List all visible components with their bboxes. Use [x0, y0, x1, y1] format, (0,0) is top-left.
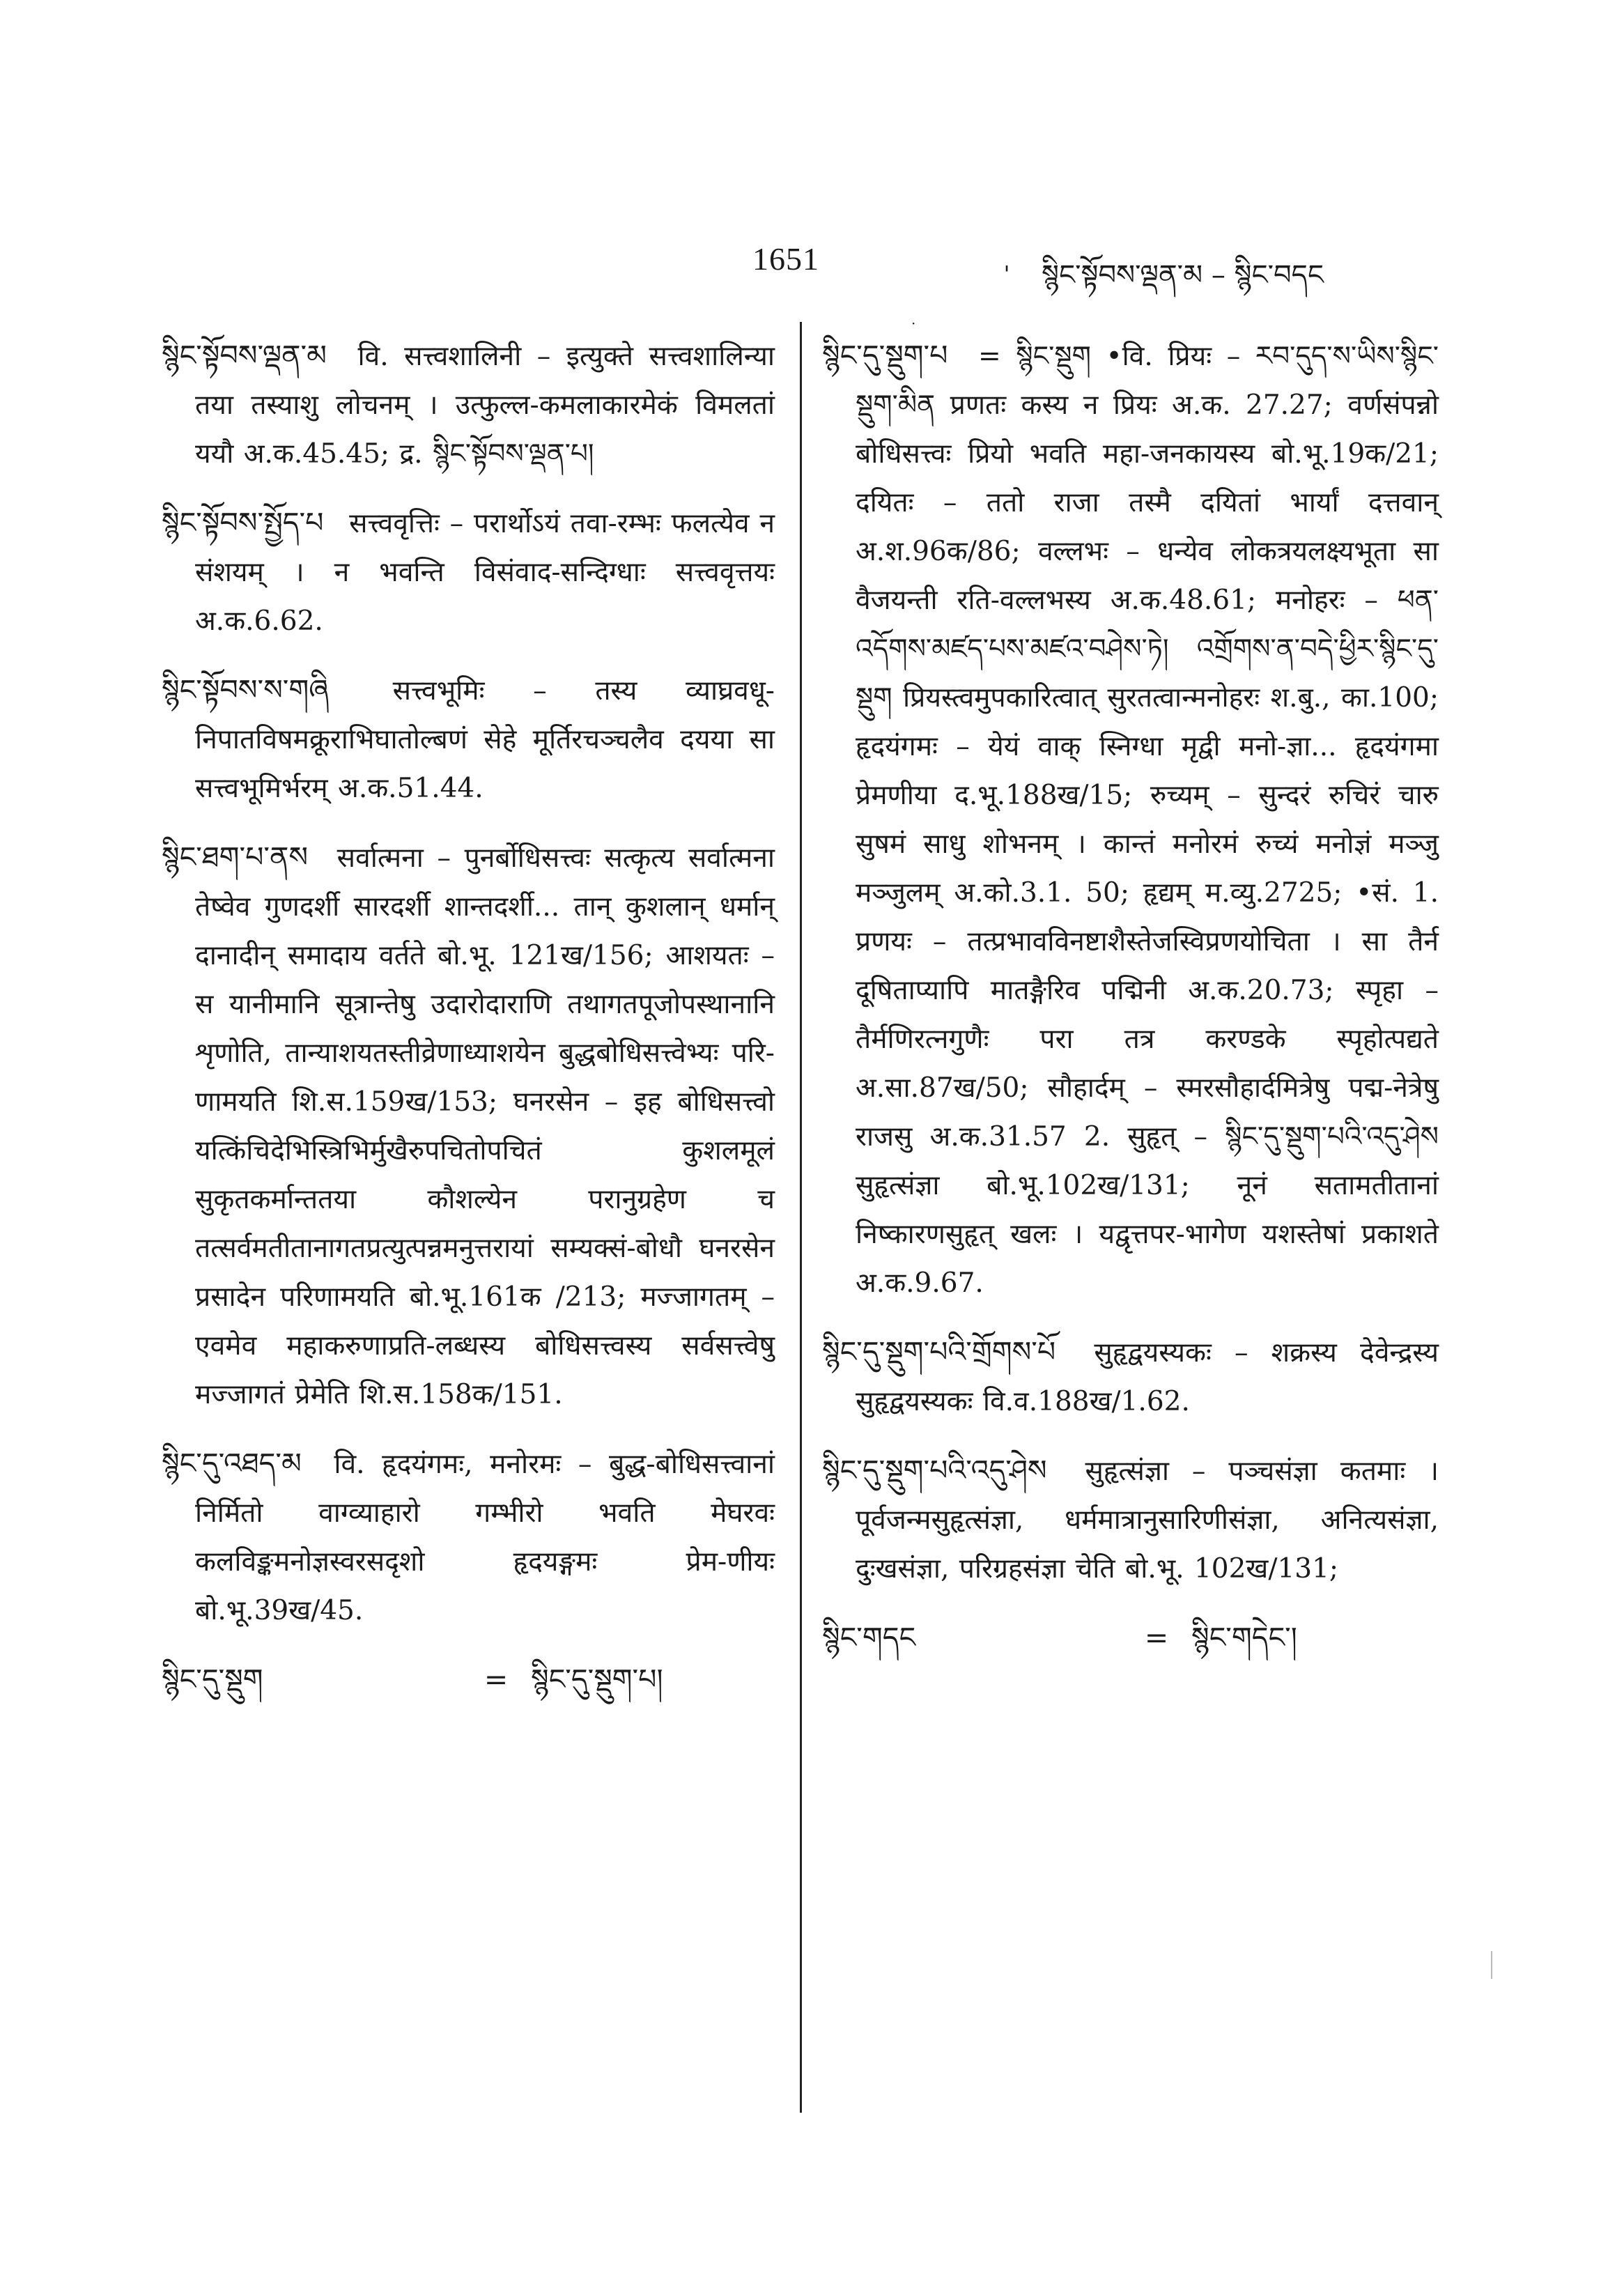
cross-reference [822, 1613, 1439, 1662]
entry-headword: སྙིང་དུ་སྡུག་པའི་གྲོགས་པོ [822, 1335, 1056, 1369]
dictionary-entry [162, 498, 775, 646]
entry-headword: སྙིང་དུ་སྡུག་པ [822, 339, 948, 372]
xref-equals: = [484, 1663, 509, 1696]
entry-body: सुहृद्वयस्यकः – शक्रस्य देवेन्द्रस्य सुहृद्वयस्यकः वि.व.188ख/1.62. [856, 1337, 1439, 1417]
dictionary-entry [162, 833, 775, 1419]
entry-body: = སྙིང་སྡུག •वि. प्रियः – རབ་དུད་ས་ཡིས་སྙིང་སྡུག་མིན प्रणतः कस्य न प्रियः अ.क. 27.27; वर्णसंपन्नो बोधिसत्त्वः प्रियो भवति महा-जनकायस्य बो.भू.19क/21; दयितः – ततो राजा तस्मै दयितां भार्यां दत्तवान् अ.श.96क/86; वल्लभः – धन्येव लोकत्रयलक्ष्यभूता सा वैजयन्ती रति-वल्लभस्य अ.क.48.61; मनोहरः – ཕན་འདོགས་མཛད་པས་མཛའ་བཤེས་ཏེ། འགྲོགས་ན་བདེ་ཕྱིར་སྙིང་དུ་སྡུག प्रियस्त्वमुपकारित्वात् सुरतत्वान्मनोहरः श.बु., का.100; हृदयंगमः – येयं वाक् स्निग्धा मृद्वी मनो-ज्ञा... हृदयंगमा प्रेमणीया द.भू.188ख/15; रुच्यम् – सुन्दरं रुचिरं चारु सुषमं साधु शोभनम् । कान्तं मनोरमं रुच्यं मनोज्ञं मञ्जु मञ्जुलम् अ.को.3.1. 50; हृद्यम् म.व्यु.2725; •सं. 1. प्रणयः – तत्प्रभावविनष्टाशैस्तेजस्विप्रणयोचिता । सा तैर्न दूषिताप्यापि मातङ्गैरिव पद्मिनी अ.क.20.73; स्पृहा – तैर्मणिरत्नगुणैः परा तत्र करण्डके स्पृहोत्पद्यते अ.सा.87ख/50; सौहार्दम् – स्मरसौहार्दमित्रेषु पद्म-नेत्रेषु राजसु अ.क.31.57 2. सुहृत् – སྙིང་དུ་སྡུག་པའི་འདུ་ཤེས सुहृत्संज्ञा बो.भू.102ख/131; नूनं सतामतीतानां निष्कारणसुहृत् खलः । यद्वृत्तपर-भागेण यशस्तेषां प्रकाशते अ.क.9.67. [856, 341, 1439, 1299]
xref-equals: = [1144, 1621, 1169, 1654]
entry-body: सर्वात्मना – पुनर्बोधिसत्त्वः सत्कृत्य सर्वात्मना तेष्वेव गुणदर्शी सारदर्शी शान्तदर्शी... तान् कुशलान् धर्मान् दानादीन् समादाय वर्तते बो.भू. 121ख/156; आशयतः – स यानीमानि सूत्रान्तेषु उदारोदाराणि तथागतपूजोपस्थानानि शृणोति, तान्याशयतस्तीव्रेणाध्याशयेन बुद्धबोधिसत्त्वेभ्यः परि-णामयति शि.स.159ख/153; घनरसेन – इह बोधिसत्त्वो यत्किंचिदेभिस्त्रिभिर्मुखैरुपचितोपचितं कुशलमूलं सुकृतकर्मान्ततया कौशल्येन परानुग्रहेण च तत्सर्वमतीतानागतप्रत्युत्पन्नमनुत्तरायां सम्यक्सं-बोधौ घनरसेन प्रसादेन परिणामयति बो.भू.161क /213; मज्जागतम् – एवमेव महाकरुणाप्रति-लब्धस्य बोधिसत्त्वस्य सर्वसत्त्वेषु मज्जागतं प्रेमेति शि.स.158क/151. [195, 842, 775, 1410]
xref-headword: སྙིང་གདང [822, 1621, 916, 1654]
entry-headword: སྙིང་དུ་སྡུག་པའི་འདུ་ཤེས [822, 1454, 1047, 1487]
entry-headword: སྙིང་ཐག་པ་ནས [162, 840, 309, 874]
entry-body: सत्त्ववृत्तिः – परार्थोऽयं तवा-रम्भः फलत्येव न संशयम् । न भवन्ति विसंवाद-सन्दिग्धाः सत्त्ववृत्तयः अ.क.6.62. [195, 508, 775, 637]
dictionary-entry [822, 1446, 1439, 1594]
page-number: 1651 [752, 241, 819, 277]
header-mark: ˌ [1003, 246, 1010, 275]
page-header [0, 240, 1624, 296]
dictionary-entry [162, 665, 775, 813]
column-divider [800, 322, 802, 2113]
xref-target: སྙིང་གདེང་། [1191, 1621, 1297, 1654]
entry-body: वि. हृदयंगमः, मनोरमः – बुद्ध-बोधिसत्त्वानां निर्मितो वाग्व्याहारो गम्भीरो भवति मेघरवः कलविङ्कमनोज्ञस्वरसदृशो हृदयङ्गमः प्रेम-णीयः बो.भू.39ख/45. [195, 1449, 775, 1626]
entry-body: सत्त्वभूमिः – तस्य व्याघ्रवधू-निपातविषमक्रूराभिघातोल्बणं सेहे मूर्तिरचञ्चलैव दयया सा सत्त्वभूमिर्भरम् अ.क.51.44. [195, 675, 775, 804]
dictionary-entry [822, 331, 1439, 1308]
dictionary-entry [162, 331, 775, 479]
entry-headword: སྙིང་སྟོབས་ལྡན་མ [162, 339, 327, 372]
entry-body: सुहृत्संज्ञा – पञ्चसंज्ञा कतमाः । पूर्वजन्मसुहृत्संज्ञा, धर्ममात्रानुसारिणीसंज्ञा, अनित्यसंज्ञा, दुःखसंज्ञा, परिग्रहसंज्ञा चेति बो.भू. 102ख/131; [856, 1456, 1439, 1585]
cross-reference [162, 1655, 775, 1704]
entry-headword: སྙིང་དུ་འཐད་མ [162, 1447, 302, 1480]
dictionary-entry [822, 1327, 1439, 1426]
entry-body: वि. सत्त्वशालिनी – इत्युक्ते सत्त्वशालिन्या तया तस्याशु लोचनम् । उत्फुल्ल-कमलाकारमेकं विमलतां ययौ अ.क.45.45; द्र. སྙིང་སྟོབས་ལྡན་པ། [195, 341, 775, 470]
entry-headword: སྙིང་སྟོབས་ས་གཞི [162, 673, 329, 707]
xref-headword: སྙིང་དུ་སྡུག [162, 1663, 263, 1696]
right-column [822, 331, 1439, 1662]
xref-target: སྙིང་དུ་སྡུག་པ། [531, 1663, 663, 1696]
left-column [162, 331, 775, 1704]
top-tick-mark: · [911, 315, 916, 332]
margin-mark [1491, 1951, 1492, 1979]
dictionary-entry [162, 1439, 775, 1635]
running-head: སྙིང་སྟོབས་ལྡན་མ – སྙིང་བདང [1042, 259, 1324, 291]
entry-headword: སྙིང་སྟོབས་སྤྱོད་པ [162, 506, 324, 539]
